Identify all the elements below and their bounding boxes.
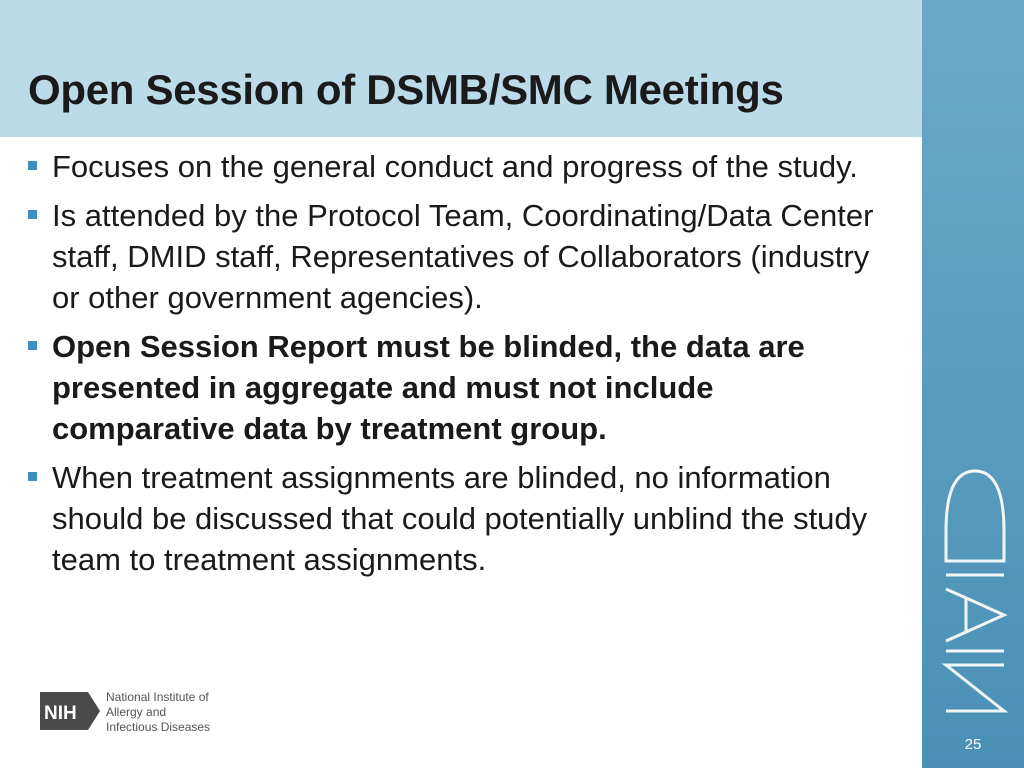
bullet-item (26, 146, 886, 187)
bullet-item (26, 457, 886, 580)
page-number: 25 (964, 736, 982, 753)
nih-logo-icon (40, 692, 102, 730)
square-bullet-icon (28, 161, 37, 170)
bullet-text: Is attended by the Protocol Team, Coordinating/Data Center staff, DMID staff, Representatives of Collaborators (industry or other government agencies). (52, 198, 874, 315)
square-bullet-icon (28, 210, 37, 219)
slide-title: Open Session of DSMB/SMC Meetings (28, 66, 784, 113)
square-bullet-icon (28, 472, 37, 481)
niaid-sidebar (922, 0, 1024, 768)
bullet-list (26, 146, 886, 588)
institute-name-line: National Institute of (106, 690, 209, 704)
square-bullet-icon (28, 341, 37, 350)
niaid-wordmark-icon (940, 465, 1010, 715)
bullet-text: Open Session Report must be blinded, the data are presented in aggregate and must not include comparative data by treatment group. (52, 329, 805, 446)
nih-logo-text: NIH (44, 703, 77, 724)
bullet-text: When treatment assignments are blinded, no information should be discussed that could potentially unblind the study team to treatment assignments. (52, 460, 868, 577)
bullet-item-emphasis (26, 326, 886, 449)
bullet-item (26, 195, 886, 318)
nih-niaid-logo (40, 690, 240, 740)
bullet-text: Focuses on the general conduct and progress of the study. (52, 149, 858, 184)
institute-name (106, 690, 210, 735)
institute-name-line: Allergy and (106, 705, 167, 719)
institute-name-line: Infectious Diseases (106, 720, 211, 734)
title-band (0, 0, 922, 137)
